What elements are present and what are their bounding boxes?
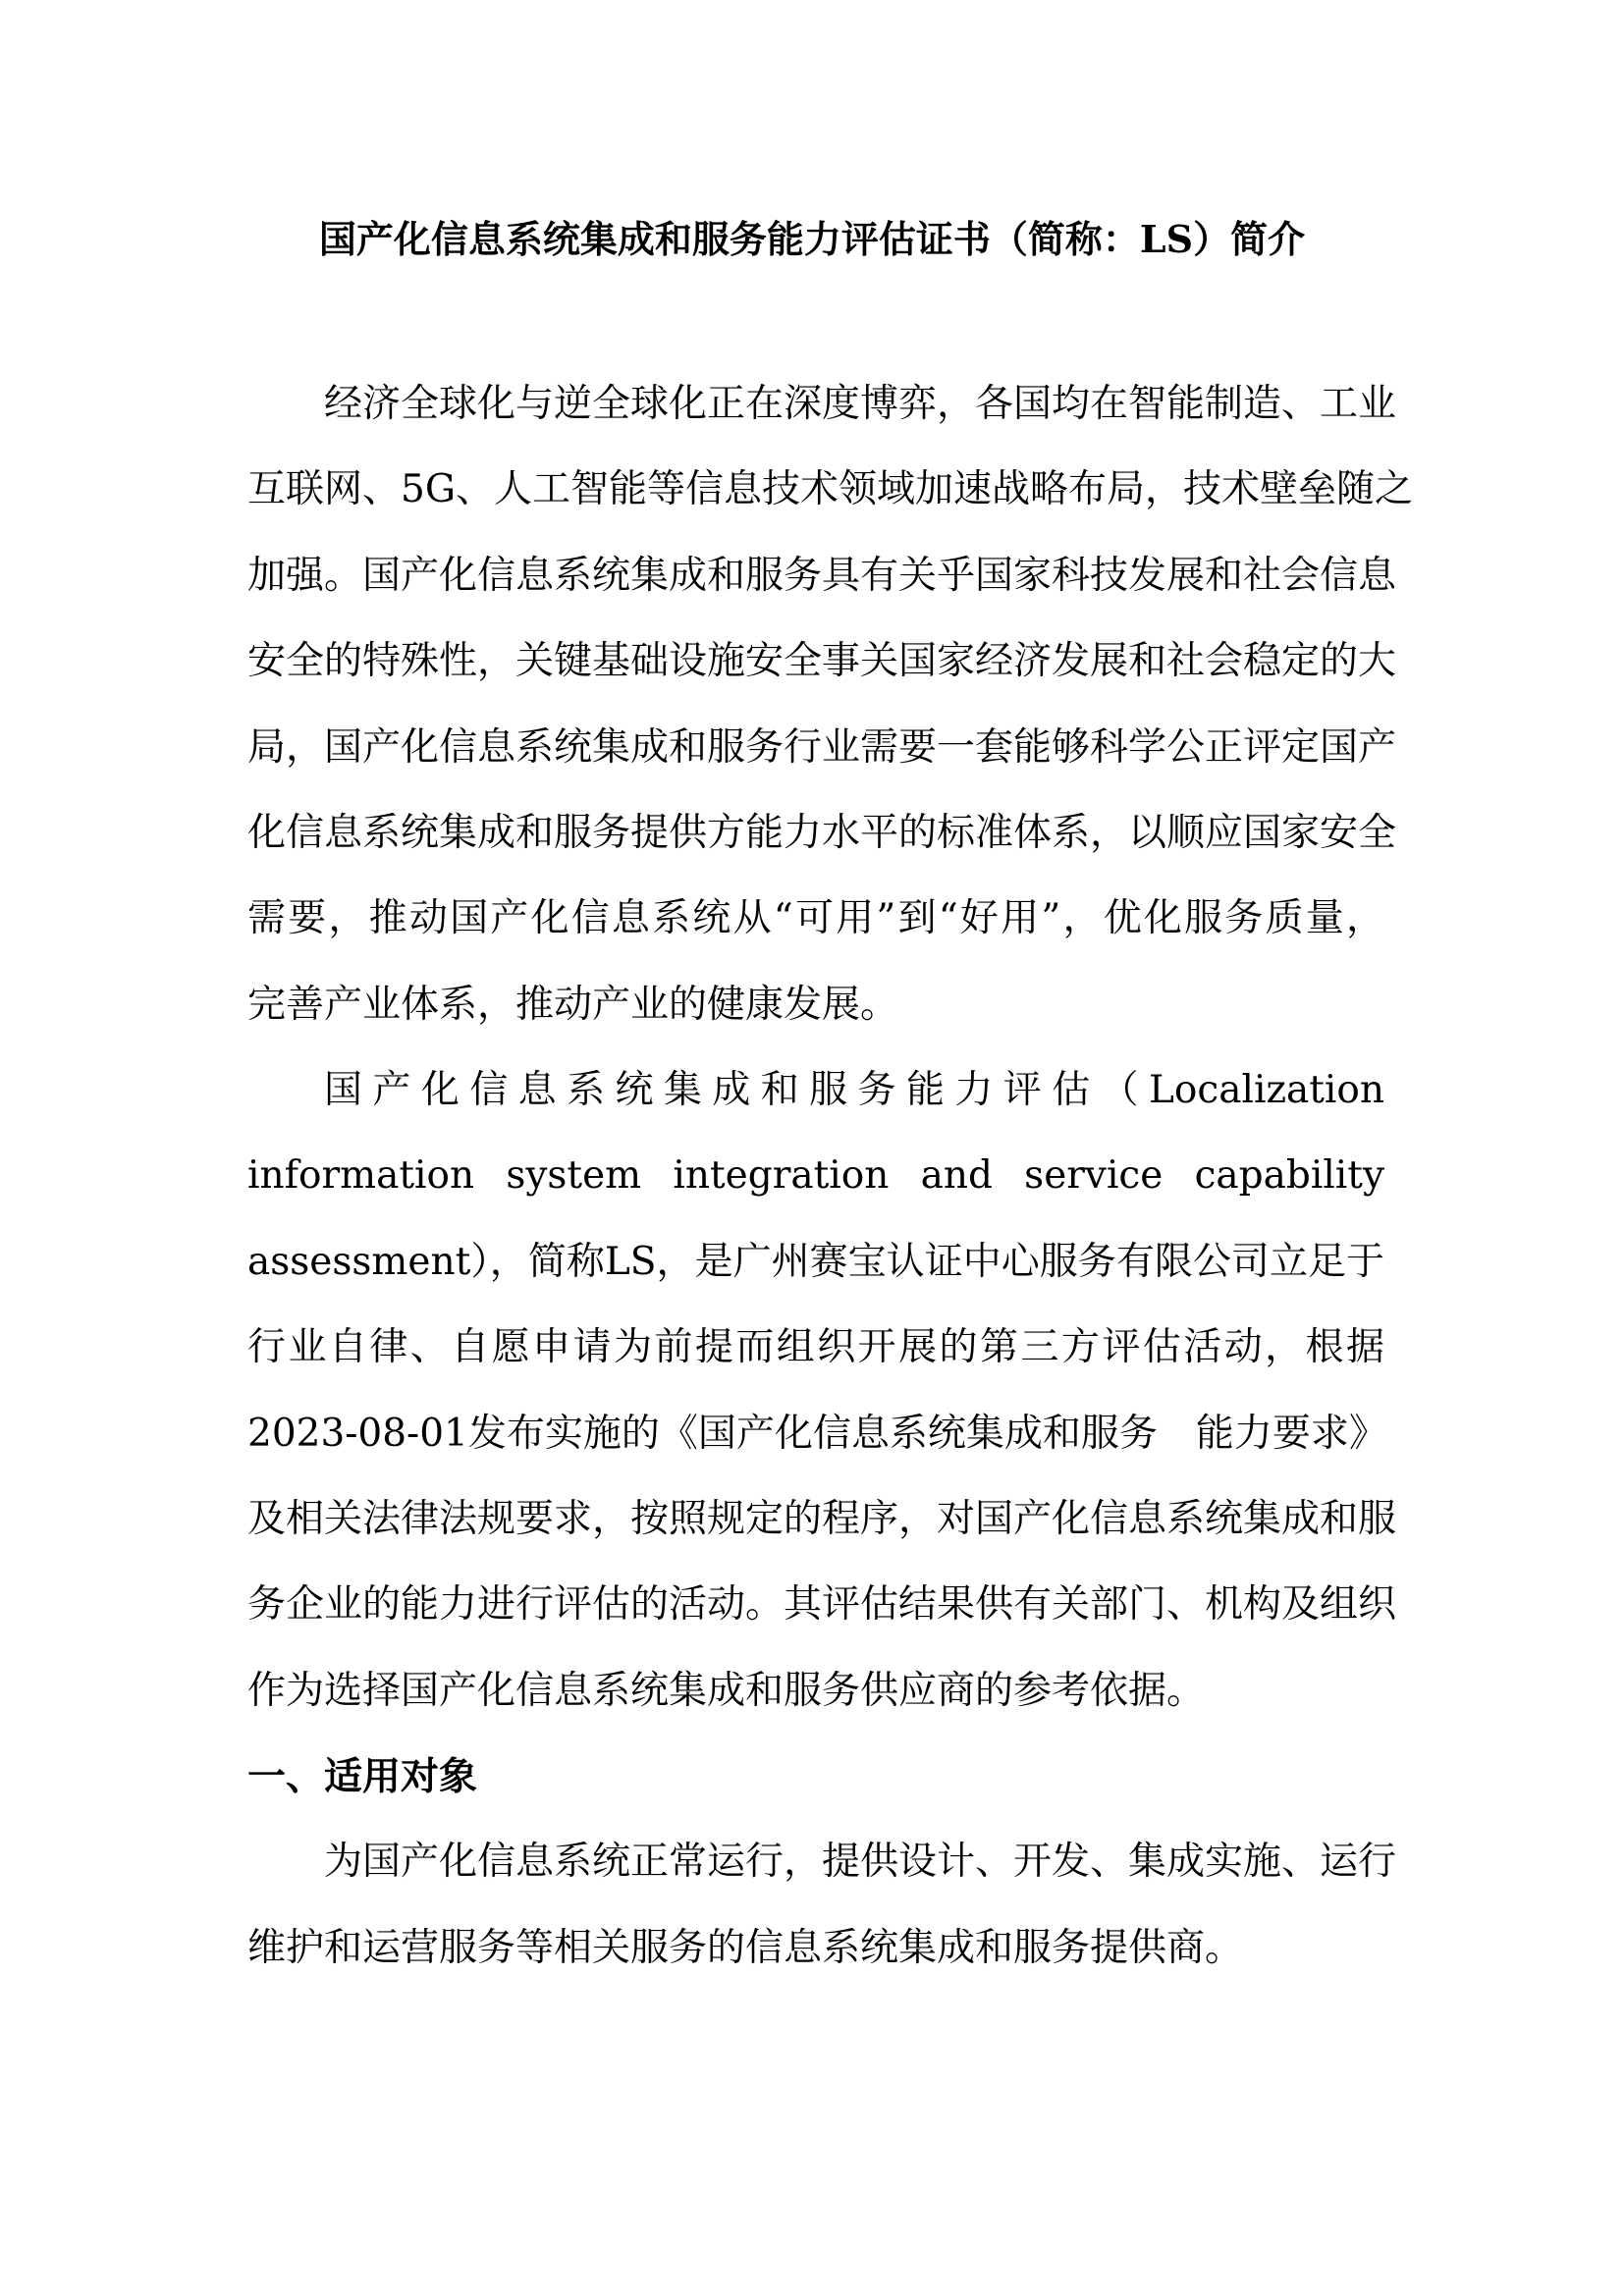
paragraph-line: 为国产化信息系统正常运行，提供设计、开发、集成实施、运行 [324,1840,1397,1885]
paragraph-line: 互联网、5G、人工智能等信息技术领域加速战略布局，技术壁垒随之 [247,467,1413,512]
section-applicable-objects [247,1747,1397,2004]
paragraph-line: assessment），简称LS，是广州赛宝认证中心服务有限公司立足于 [247,1239,1384,1284]
paragraph-line: 行业自律、自愿申请为前提而组织开展的第三方评估活动，根据 [247,1325,1384,1370]
intro-paragraph-2 [247,1061,1397,1747]
paragraph-line: 2023-08-01发布实施的《国产化信息系统集成和服务 能力要求》 [247,1411,1387,1456]
paragraph-line: information system integration and service capability [247,1153,1384,1199]
paragraph-line: 国产化信息系统集成和服务能力评估（Localization [324,1068,1384,1112]
paragraph-line: 化信息系统集成和服务提供方能力水平的标准体系，以顺应国家安全 [247,810,1397,855]
paragraph-line: 及相关法律法规要求，按照规定的程序，对国产化信息系统集成和服 [247,1496,1397,1541]
paragraph-line: 加强。国产化信息系统集成和服务具有关乎国家科技发展和社会信息 [247,553,1397,598]
paragraph-line: 务企业的能力进行评估的活动。其评估结果供有关部门、机构及组织 [247,1582,1397,1628]
intro-paragraph-1 [247,375,1413,1061]
paragraph-line: 需要，推动国产化信息系统从“可用”到“好用”，优化服务质量， [247,896,1384,941]
section-heading: 一、适用对象 [247,1754,478,1799]
paragraph-line: 经济全球化与逆全球化正在深度博弈，各国均在智能制造、工业 [324,382,1397,426]
paragraph-line: 局，国产化信息系统集成和服务行业需要一套能够科学公正评定国产 [247,724,1397,770]
paragraph-line: 安全的特殊性，关键基础设施安全事关国家经济发展和社会稳定的大 [247,639,1397,684]
document-title: 国产化信息系统集成和服务能力评估证书（简称：LS）简介 [318,217,1306,261]
paragraph-line: 完善产业体系，推动产业的健康发展。 [247,982,899,1027]
paragraph-line: 维护和运营服务等相关服务的信息系统集成和服务提供商。 [247,1925,1244,1970]
paragraph-line: 作为选择国产化信息系统集成和服务供应商的参考依据。 [247,1668,1206,1713]
